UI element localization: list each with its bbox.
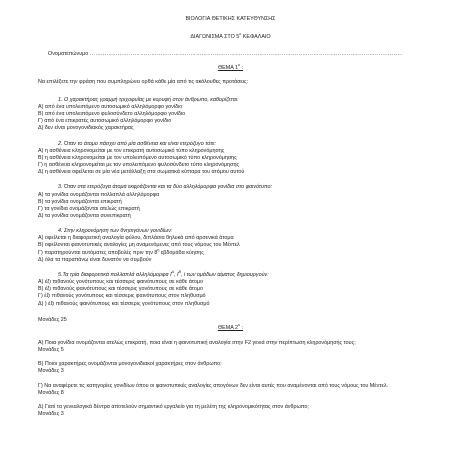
question-text: 3. Όταν στα ετερόζυγα άτομα εκφράζονται και τα δύο αλληλόμορφα γονίδια στο φαινότυπο: [58,184,272,191]
section-1-question [38,141,423,177]
name-line [38,51,423,58]
section-1-question [38,272,423,308]
answer-option: Β) έξι πιθανούς φαινότυπους και τέσσερις γονότυπους σε κάθε άτομο [38,286,203,293]
question-text: 2. Όταν το άτομο πάσχει από μία ασθένεια και είναι ετερόζυγο τότε: [58,140,216,147]
question-text: Γ) Να αναφέρετε τις κατηγορίες γονιδίων όπου οι φαινοτυπικές αναλογίες απογόνων δεν είναι αυτές που αναμένονται από τους νόμους του Μέντελ. [38,382,389,389]
question-text: 5.Τα τρία διαφορετικά πολλαπλά αλληλόμορφα $I^A$, $I^B$, i των ομάδων αίματος δημιουργούν: [58,270,269,278]
question-text: Δ) Γιατί τα γενεαλογικά δέντρα αποτελούν σημαντικό εργαλείο για τη μελέτη της κληρονομικότητας στον άνθρωπο; [38,403,309,410]
question-points: Μονάδες 5 [38,347,64,354]
answer-option: Γ) έξι πιθανούς γονότυπους και τέσσερις φαινότυπους στον πληθυσμό [38,293,206,300]
answer-option: Α) η ασθένεια κληρονομείται με τον επικρατή αυτοσωμικό τύπο κληρονόμησης [38,147,225,154]
exam-title: ΔΙΑΓΩΝΙΣΜΑ ΣΤΟ $5^o$ ΚΕΦΑΛΑΙΟ [190,32,271,41]
answer-option: Γ) η ασθένεια κληρονομείται με τον υπολειπόμενο φυλοσύνδετο τύπο κληρονόμησης [38,162,240,169]
section-1-title: ΘΕΜΑ $1^o$ : [217,63,244,72]
question-text: 1. Ο χαρακτήρας γραμμή τριχοφυΐας με κορυφή στον άνθρωπο, καθορίζεται: [58,96,239,103]
section-1-question [38,228,423,264]
answer-option: Β) τα γονίδια ονομάζονται επικρατή [38,198,122,205]
question-text: Α) Ποια γονίδια ονομάζονται ατελώς επικρατή, ποια είναι η φαινοτυπική αναλογία στην F2 γενιά στην περίπτωση κληρονόμησής τους; [38,340,356,346]
section-2-question [38,383,423,397]
answer-option: Α) τα γονίδια ονομάζονται πολλαπλά αλληλόμορφα [38,191,160,198]
answer-option: Γ) παρατηρούνται αυτόματες αποβολές πριν την $8^\eta$ εβδομάδα κύησης [38,247,204,256]
section-1-question [38,97,423,133]
question-points: Μονάδες 8 [38,389,64,396]
question-points: Μονάδες 3 [38,368,64,375]
section-2-question [38,361,423,375]
answer-option: Γ) από ένα επικρατές αυτοσωμικό αλληλόμορφο γονίδιο [38,118,172,125]
section-1-question [38,184,423,220]
answer-option: Β) οφείλονται φαινοτυπικές αναλογίες μη αναμενόμενες από τους νόμους του Μέντελ [38,242,240,249]
answer-option: Δ) τα γονίδια ονομάζονται συνεπικρατή [38,212,131,219]
document-subject: ΒΙΟΛΟΓΙΑ ΘΕΤΙΚΗΣ ΚΑΤΕΥΘΥΝΣΗΣ [185,16,276,22]
answer-option: Δ) δεν είναι μονογονιδιακός χαρακτήρας [38,125,134,132]
name-label: Ονοματεπώνυμο [48,51,89,58]
answer-option: Γ) τα γονίδια ονομάζονται ατελώς επικρατή [38,205,140,212]
question-text: 4. Στην κληρονόμηση των θνησιγόνων γονιδίων: [58,228,173,235]
question-text: Β) Ποιοι χαρακτήρες ονομάζονται μονογονιδιακοί χαρακτήρες στον άνθρωπο; [38,361,222,368]
section-2-title: ΘΕΜΑ $2^o$ : [217,323,244,331]
section-1-points: Μονάδες 25 [38,316,67,323]
name-fill-dots: …………………………………………………………………………………………………………………………………………………… [89,51,403,58]
section-2-question [38,404,423,418]
answer-option: Δ) η ασθένεια οφείλεται σε μία νέα μετάλλαξη στα σωματικά κύτταρα του ατόμου αυτού [38,169,245,176]
answer-option: Α) από ένα υπολειπόμενο αυτοσωμικό αλληλόμορφο γονίδιο [38,103,183,110]
question-points: Μονάδες 3 [38,411,64,418]
answer-option: Α) έξι πιθανούς γονότυπους και τέσσερις φαινότυπους σε κάθε άτομο [38,279,203,286]
answer-option: Δ) όλα τα παραπάνω είναι δυνατόν να συμβούν [38,256,152,263]
answer-option: Β) η ασθένεια κληρονομείται με τον υπολειπόμενο αυτοσωμικό τύπο κληρονόμησης [38,154,237,161]
answer-option: Α) οφείλεται η διαφορετική αναλογία φύλου, διπλάσια θηλυκά από αρσενικά άτομα [38,235,234,242]
section-1-instruction: Να επιλέξετε την φράση που συμπληρώνει ορθά κάθε μία από τις ακόλουθες προτάσεις: [38,78,249,85]
section-2-question [38,340,423,354]
answer-option: Δ) ) έξι πιθανούς φαινότυπους και τέσσερις γονότυπους στον πληθυσμό [38,300,210,307]
answer-option: Β) από ένα υπολειπόμενο φυλοσύνδετο αλληλόμορφο γονίδιο [38,111,186,118]
